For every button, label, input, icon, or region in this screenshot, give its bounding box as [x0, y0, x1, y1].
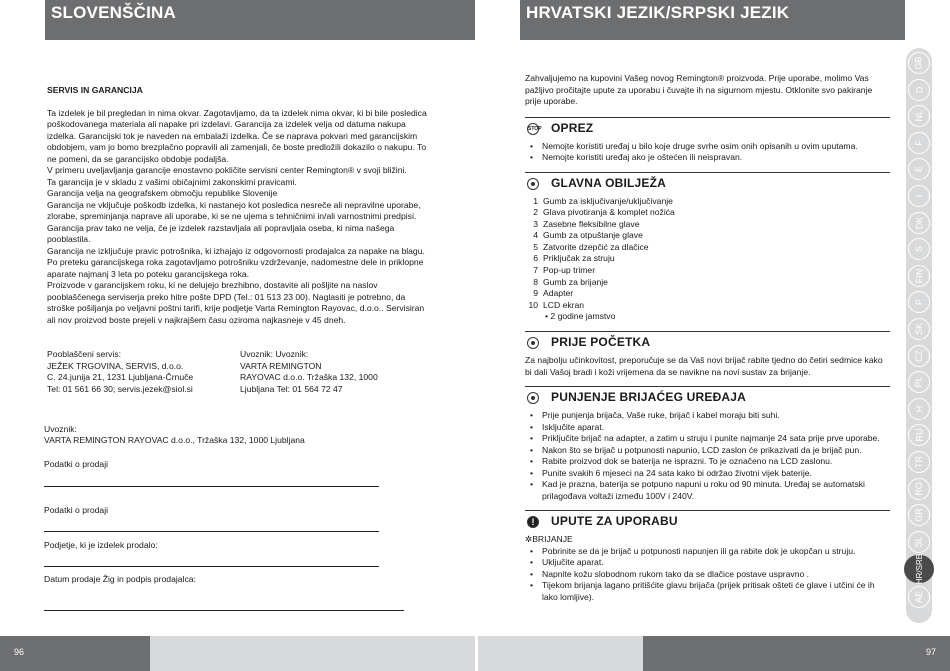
contact-line: Tel: 01 561 66 30; servis.jezek@siol.si	[47, 383, 193, 394]
list-item: • Kad je prazna, baterija se potpuno napuni u roku od 90 minuta. Uređaj se automatski prilagođava voltaži između 100V i 240V.	[525, 479, 890, 502]
before-start-title: PRIJE POČETKA	[551, 335, 651, 350]
sales-data-label: Podatki o prodaji	[44, 505, 109, 515]
caution-title: OPREZ	[551, 120, 594, 135]
list-item: • Nakon što se brijač u potpunosti napunio, LCD zaslon će prikazivati da je brijač pun.	[525, 445, 890, 457]
feature-item: 6 Priključak za struju	[533, 253, 615, 264]
warranty-paragraph: V primeru uveljavljanja garancije enostavno pokličite servisni center Remington® v svoji bližini.	[47, 165, 407, 175]
language-tab-nl[interactable]: NL	[908, 105, 930, 127]
footer-strip	[478, 636, 643, 671]
eye-icon	[527, 392, 539, 404]
form-line	[44, 486, 379, 487]
charging-section	[525, 386, 890, 502]
contact-line: Pooblaščeni servis:	[47, 349, 122, 359]
feature-item: 9 Adapter	[533, 288, 574, 299]
list-item: • Isključite aparat.	[525, 422, 890, 434]
form-line	[44, 566, 379, 567]
warranty-paragraph: Ta garancija je v skladu z vašimi običajnimi zakonskimi pravicami.	[47, 176, 297, 187]
features-title: GLAVNA OBILJEŽA	[551, 175, 667, 190]
language-tab-f[interactable]: F	[908, 132, 930, 154]
list-item: • Uključite aparat.	[525, 557, 890, 569]
language-tab-dk[interactable]: DK	[908, 212, 930, 234]
list-item: • Priključite brijač na adapter, a zatim u struju i punite najmanje 24 sata prije prve uporabe.	[525, 433, 890, 445]
features-header	[525, 172, 890, 192]
list-item: • Nemojte koristiti uređaj u bilo koje druge svrhe osim onih opisanih u ovim uputama.	[525, 141, 890, 153]
right-page-number: 97	[643, 636, 950, 671]
left-page-number: 96	[0, 636, 150, 671]
feature-item: 2 Glava pivotiranja & komplet nožića	[533, 207, 675, 218]
contact-line: VARTA REMINGTON	[240, 360, 322, 371]
language-tabs	[906, 48, 932, 623]
list-item: • Nemojte koristiti uređaj ako je oštećen ili neispravan.	[525, 152, 890, 164]
warranty-section	[47, 85, 432, 326]
feature-item: 8 Gumb za brijanje	[533, 276, 608, 287]
caution-list	[525, 141, 890, 164]
before-start-text: Za najbolju učinkovitost, preporučuje se da Vaš novi brijač rabite tjedno do četiri sedmice kako bi dali Vašoj bradi i koži vrijemena da se navikne na novi sustav za brijanje.	[525, 355, 883, 377]
warranty-title: SERVIS IN GARANCIJA	[47, 85, 143, 95]
before-start-section	[525, 331, 890, 378]
contact-line: RAYOVAC d.o.o. Tržaška 132, 1000	[240, 372, 378, 382]
language-tab-ro[interactable]: RO	[908, 478, 930, 500]
warranty-paragraph: Proizvode v garancijskem roku, ki ne delujejo brezhibno, dostavite ali pošljite na naslov pooblaščenega serviserja preko hitre pošte DPD (Tel.: 01 513 23 00). Naglasiti je potrebno, da stroške pošiljanja po veljavni poštni tarifi, krije podjetje Varta Remington Rayovac, d.o.o.. Servisiran ali nov proizvod boste prejeli v najkrajšem času oziroma najkasneje v 45 dneh.	[47, 280, 425, 325]
language-tab-s[interactable]: S	[908, 238, 930, 260]
importer-label: Uvoznik:	[44, 424, 77, 434]
list-item: • Tijekom brijanja lagano pritišćite glavu brijača (prijek pritisak ošteti će glave i utčini će ih lako lomljive).	[525, 580, 890, 603]
list-item: • Rabite proizvod dok se baterija ne isprazni. To je označeno na LCD zaslonu.	[525, 456, 890, 468]
list-item: • Prije punjenja brijača, Vaše ruke, brijač i kabel moraju biti suhi.	[525, 410, 890, 422]
service-contact	[47, 349, 237, 395]
charging-header	[525, 386, 890, 406]
charging-list	[525, 410, 890, 502]
intro-text: Zahvaljujemo na kupovini Vašeg novog Remington® proizvoda. Prije uporabe, molimo Vas pažljivo pročitajte upute za uporabu i čuvajte ih na sigurnom mjestu. Otklonite svo pakiranje prije uporabe.	[525, 73, 873, 106]
feature-item: 7 Pop-up trimer	[533, 265, 596, 276]
instructions-column	[525, 73, 890, 603]
right-page-title: HRVATSKI JEZIK/SRPSKI JEZIK	[526, 3, 790, 22]
contact-line: Uvoznik: Uvoznik:	[240, 349, 309, 359]
before-start-header	[525, 331, 890, 351]
importer-contact	[240, 349, 430, 395]
features-section	[525, 172, 890, 324]
list-item: • Punite svakih 6 mjeseci na 24 sata kako bi održao životni vijek baterije.	[525, 468, 890, 480]
feature-item: 10 LCD ekran	[528, 299, 585, 310]
shaving-icon: ✲	[525, 534, 533, 545]
feature-item: 1 Gumb za isključivanje/uključivanje	[533, 195, 673, 206]
feature-item: 5 Zatvorite dzepčić za dlačice	[533, 241, 649, 252]
left-page-header	[45, 0, 475, 40]
language-tab-gr[interactable]: GR	[908, 504, 930, 526]
form-line	[44, 610, 404, 611]
date-stamp-label: Datum prodaje Žig in podpis prodajalca:	[44, 574, 196, 584]
footer-strip	[150, 636, 475, 671]
language-tab-ae[interactable]: AE	[908, 586, 930, 608]
warranty-paragraph: Po preteku garancijskega roka zagotavljamo potrošniku vzdrževanje, nadomestne dele in priklopne aparate najmanj 3 leta po poteku garancijskega roka.	[47, 257, 424, 279]
warranty-paragraph: Garancija velja na geografskem območju republike Slovenije	[47, 188, 278, 198]
language-tab-p[interactable]: P	[908, 291, 930, 313]
eye-icon	[527, 337, 539, 349]
contact-line: C. 24.junija 21, 1231 Ljubljana-Črnuče	[47, 372, 194, 382]
language-tab-h[interactable]: H	[908, 398, 930, 420]
usage-title: UPUTE ZA UPORABU	[551, 514, 678, 529]
contact-line: JEŽEK TRGOVINA, SERVIS, d.o.o.	[47, 360, 184, 371]
language-tab-ru[interactable]: RU	[908, 424, 930, 446]
language-tab-hrsrb[interactable]: HR/SRB	[904, 555, 934, 583]
language-tab-sk[interactable]: SK	[908, 318, 930, 340]
warranty-paragraph: Garancija ne izključuje pravic potrošnika, ki izhajajo iz odgovornosti prodajalca za napake na blagu.	[47, 245, 425, 256]
language-tab-gb[interactable]: GB	[908, 52, 930, 74]
importer-address: VARTA REMINGTON RAYOVAC d.o.o., Tržaška 132, 1000 Ljubljana	[44, 435, 305, 445]
seller-label: Podjetje, ki je izdelek prodalo:	[44, 540, 158, 550]
left-page-title: SLOVENŠČINA	[51, 3, 176, 22]
caution-section	[525, 117, 890, 164]
usage-header	[525, 510, 890, 530]
language-tab-i[interactable]: I	[908, 185, 930, 207]
warranty-paragraph: Ta izdelek je bil pregledan in nima okvar. Zagotavljamo, da ta izdelek nima okvar, ki bi bile posledica poškodovanega materiala ali napake pri izdelavi. Garancija za izdelek velja od datuma nakupa izdelka. Garancijski tok je naveden na embalaži izdelka. Če se naprava pokvari med garancijskim obdobjem, vam jo bomo brezplačno popravili ali zamenjali, če boste predložili dokazilo o nakupu. To ne pomeni, da se garancijsko obdobje podaljša.	[47, 107, 427, 164]
feature-item: 4 Gumb za otpuštanje glave	[533, 230, 643, 241]
form-line	[44, 531, 379, 532]
list-item: • Napnite kožu slobodnom rukom tako da se dlačice postave usprav​no .	[525, 569, 890, 581]
list-item: • Pobrinite se da je brijač u potpunosti napunjen ili ga rabite dok je ukopčan u struju.	[525, 546, 890, 558]
right-page-header	[520, 0, 905, 40]
feature-item: 3 Zasebne fleksibilne glave	[533, 218, 640, 229]
usage-list	[525, 546, 890, 604]
shaving-subtitle: ✲BRIJANJE	[525, 534, 573, 545]
caution-header	[525, 117, 890, 137]
eye-icon	[527, 178, 539, 190]
language-tab-d[interactable]: D	[908, 79, 930, 101]
features-list	[525, 196, 890, 324]
warranty-note: • 2 godine jamstvo	[545, 311, 616, 322]
language-tab-tr[interactable]: TR	[908, 451, 930, 473]
language-tab-e[interactable]: E	[908, 158, 930, 180]
warranty-paragraph: Garancija ne vključuje poškodb izdelka, ki nastanejo kot posledica nesreče ali nepravilne uporabe, zlorabe, spreminjanja naprave ali uporabe, ki se ne ujema s tehničnimi in/ali varnostnimi predpisi. Garancija prav tako ne velja, če je izdelek razstavljala ali popravljala oseba, ki nima našega pooblastila.	[47, 199, 421, 244]
contact-line: Ljubljana Tel: 01 564 72 47	[240, 383, 343, 394]
language-tab-sl[interactable]: SL	[908, 531, 930, 553]
charging-title: PUNJENJE BRIJAĆEG UREĐAJA	[551, 390, 747, 405]
sales-data-label: Podatki o prodaji	[44, 459, 109, 469]
language-tab-fin[interactable]: FIN	[908, 265, 930, 287]
stop-icon: STOP	[527, 123, 539, 135]
language-tab-cz[interactable]: CZ	[908, 345, 930, 367]
usage-section	[525, 510, 890, 603]
language-tab-pl[interactable]: PL	[908, 371, 930, 393]
exclamation-icon: !	[527, 516, 539, 528]
